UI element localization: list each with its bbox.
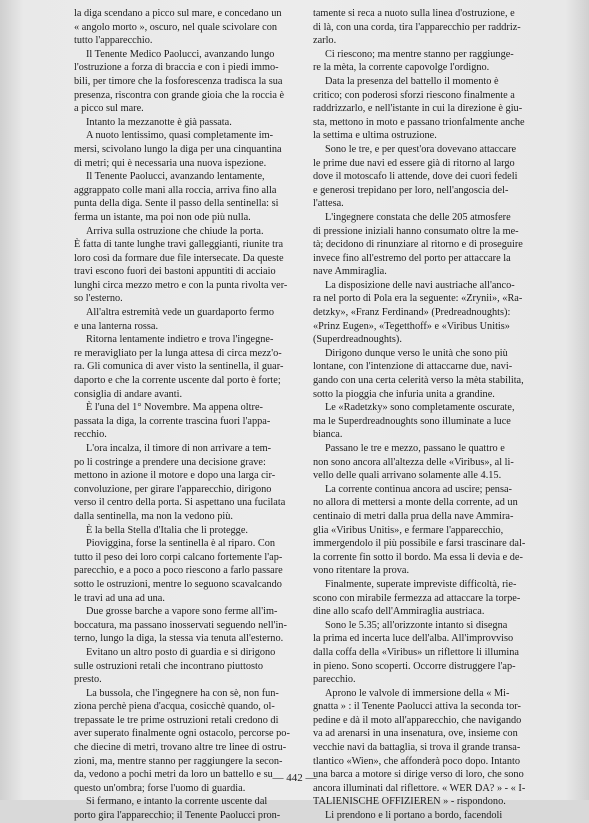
paragraph: Li prendono e li portano a bordo, facendoli [325, 810, 503, 822]
paragraph: Evitano un altro posto di guardia e si dirigono sulle ostruzioni retali che incontrano piuttosto presto. [74, 646, 276, 686]
paragraph: Passano le tre e mezzo, passano le quattro e non sono ancora all'altezza delle «Viribus», al li- vello delle quali arrivano solamente alle 4.15. [313, 443, 514, 482]
paragraph: L'ingegnere constata che delle 205 atmosfere di pressione iniziali hanno consumato oltre la me- tà; decidono di rinunziare al ritorno e di proseguire invece fino all'estremo del porto per attaccare la nave Ammiraglia. [313, 211, 523, 278]
left-column [74, 7, 304, 823]
paragraph: Ritorna lentamente indietro e trova l'ingegne- re meravigliato per la lunga attesa di circa mezz'o- ra. Gli comunica di aver visto la sentinella, il guar- daporto e che la corrente uscente dal porto è forte; consiglia di andare avanti. [74, 334, 284, 400]
paragraph: Ci riescono; ma mentre stanno per raggiunge- re la mèta, la corrente capovolge l'ordigno. [313, 48, 514, 74]
paragraph: Si fermano, e intanto la corrente uscente dal porto gira l'apparecchio; il Tenente Paolucci pron- [74, 796, 281, 822]
paragraph: La disposizione delle navi austriache all'anco- ra nel porto di Pola era la seguente: «Zrynii», «Ra- detzky», «Franz Ferdinand» (Predreadnoughts): «Prinz Eugen», «Tegetthoff» e «Viribus Unitis» (Superdreadnoughts). [313, 279, 523, 346]
paragraph: La corrente continua ancora ad uscire; pensa- no allora di mettersi a monte della corrente, ad un centinaio di metri dalla prua della nave Ammira- glia «Viribus Unitis», e fermare l'apparecchio, immergendolo il più possibile e farsi trascinare dal- la corrente fin sotto il bordo. Ma essa li devia e de- vono ritentare la prova. [313, 483, 526, 577]
paragraph: L'ora incalza, il timore di non arrivare a tem- po li costringe a prendere una decisione grave: mettono in azione il motore e dopo una larga cir- convoluzione, per girare l'apparecchio, dirigono verso il centro della porta. Si aspettano una fucilata dalla sentinella, ma non la vedono più. [74, 443, 286, 522]
paragraph: Il Tenente Paolucci, avanzando lentamente, aggrappato colle mani alla roccia, arriva fino alla punta della diga. Sente il passo della sentinella: si ferma un istante, ma poi non ode più nulla. [74, 171, 279, 223]
paragraph: Dirigono dunque verso le unità che sono più lontane, con l'intenzione di attaccarne due, navi- gando con una certa celerità verso la mèta stabilita, sotto la pioggia che infuria unita a grandine. [313, 347, 524, 400]
paragraph: Sono le 5.35; all'orizzonte intanto si disegna la prima ed incerta luce dell'alba. All'improvviso dalla coffa della «Viribus» un riflettore li illumina in pieno. Sono scoperti. Occorre distruggere l'ap- parecchio. [313, 619, 519, 686]
paragraph: Sono le tre, e per quest'ora dovevano attaccare le prime due navi ed essere già di ritorno al largo dove il motoscafo li attende, dove dei cuori fedeli e generosi trepidano per loro, nell'angoscia del- l'attesa. [313, 143, 518, 210]
paragraph: Data la presenza del battello il momento è critico; con poderosi sforzi riescono finalmente a raddrizzarlo, e nell'istante in cui la direzione è giu- sta, mettono in moto e passano trionfalmente anche la settima e ultima ostruzione. [313, 75, 525, 142]
paragraph: Intanto la mezzanotte è già passata. [86, 116, 232, 128]
paragraph: Aprono le valvole di immersione della « Mi- gnatta » : il Tenente Paolucci attiva la seconda tor- pedine e dà il moto all'apparecchio, che navigando va ad arenarsi in una insenatura, ove, insieme con vecchie navi da battaglia, si trova il grande transa- tlantico «Wien», che affonderà poco dopo. Intanto una barca a motore si dirige verso di loro, che sono ancora illuminati dal riflettore. « WER DA? » - « I- TALIENISCHE OFFIZIEREN » - rispondono. [313, 687, 526, 808]
paragraph: All'altra estremità vede un guardaporto fermo e una lanterna rossa. [74, 307, 274, 332]
paragraph: Due grosse barche a vapore sono ferme all'im- boccatura, ma passano inosservati seguendo nell'in- terno, lungo la diga, la stessa via tenuta all'esterno. [74, 606, 287, 645]
paragraph: la diga scendano a picco sul mare, e concedano un « angolo morto », oscuro, nel quale scivolare con tutto l'apparecchio. [74, 8, 282, 47]
page-number: — 442 — [272, 772, 317, 784]
paragraph: È l'una del 1° Novembre. Ma appena oltre- passata la diga, la corrente trascina fuori l'appa- recchio. [74, 402, 271, 441]
paragraph: Le «Radetzky» sono completamente oscurate, ma le Superdreadnoughts sono illuminate a luce bianca. [313, 402, 515, 441]
paragraph: Finalmente, superate impreviste difficoltà, rie- scono con mirabile fermezza ad attaccare la torpe- dine allo scafo dell'Ammiraglia austriaca. [313, 578, 521, 618]
paragraph: Il Tenente Medico Paolucci, avanzando lungo l'ostruzione a forza di braccia e con i piedi immo- bili, per timore che la fosforescenza tradisca la sua presenza, riscontra con grande gioia che la roccia è a picco sul mare. [74, 48, 285, 115]
paragraph: Piovigginа, forse la sentinella è al riparo. Con tutto il peso dei loro corpi calcano fortemente l'ap- parecchio, e a poco a poco riescono a farlo passare sotto le ostruzioni, mentre lo seguono scavalcando le travi ad una ad una. [74, 538, 283, 604]
paragraph: tamente si reca a nuoto sulla linea d'ostruzione, e di là, con una corda, tira l'apparecchio per raddriz- zarlo. [313, 8, 521, 47]
paragraph: A nuoto lentissimo, quasi completamente im- mersi, scivolano lungo la diga per una cinquantina di metri; qui è necessaria una nuova ispezione. [74, 130, 282, 169]
paragraph: La bussola, che l'ingegnere ha con sè, non fun- ziona perchè piena d'acqua, cosicchè quando, ol- trepassate le tre prime ostruzioni retali credono di aver superato finalmente ogni ostacolo, percorse po- che diecine di metri, trovano altre tre linee di ostru- zioni, ma, mentre stanno per raggiungere la secon- da, vedono a pochi metri da loro un battello e su questo un'ombra; forse l'uomo di guardia. [74, 687, 290, 794]
right-column [313, 7, 553, 823]
paragraph: Arriva sulla ostruzione che chiude la porta. È fatta di tante lunghe travi galleggianti, riunite tra loro così da formare due file intersecate. Da queste travi escono fuori dei bastoni appuntiti di acciaio lunghi circa mezzo metro e con la punta rivolta ver- so l'esterno. [74, 225, 288, 305]
paragraph: È la bella Stella d'Italia che li protegge. [86, 524, 248, 536]
